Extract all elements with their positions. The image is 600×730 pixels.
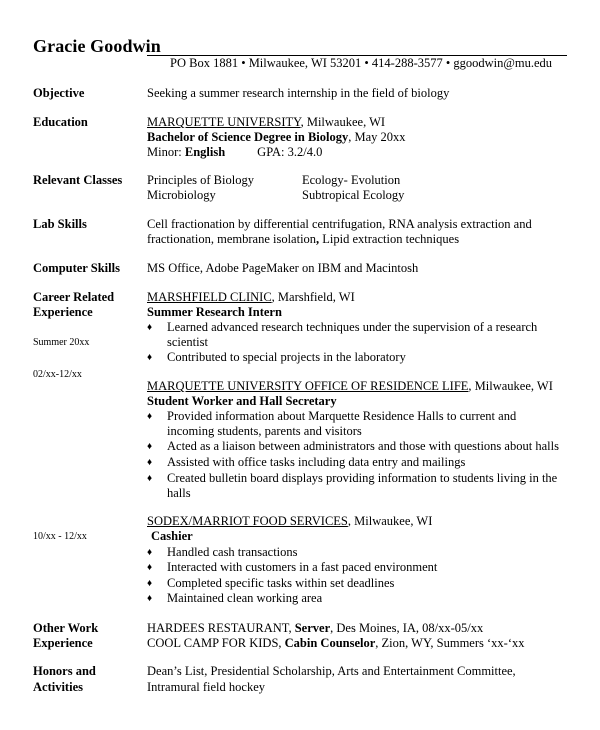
contact-line: PO Box 1881 • Milwaukee, WI 53201 • 414-288-3577 • ggoodwin@mu.edu <box>170 56 553 70</box>
education-minor-line <box>147 145 322 160</box>
job1-title: Summer Research Intern <box>147 305 282 319</box>
lab-line-1: Cell fractionation by differential centrifugation, RNA analysis extraction and <box>147 217 532 231</box>
bullet-text: Interacted with customers in a fast paced environment <box>167 560 438 574</box>
education-label: Education <box>33 115 88 129</box>
school-name: MARQUETTE UNIVERSITY <box>147 115 301 129</box>
bullet-text: Provided information about Marquette Residence Halls to current and <box>167 409 517 423</box>
job2-employer-line <box>147 379 553 394</box>
education-degree-line <box>147 130 406 145</box>
job3-employer: SODEX/MARRIOT FOOD SERVICES <box>147 514 348 528</box>
lab-text: fractionation, membrane isolation <box>147 232 317 246</box>
bullet-icon: ♦ <box>147 473 153 484</box>
bullet-icon: ♦ <box>147 578 153 589</box>
job3-employer-line <box>147 514 432 529</box>
bullet-text: Contributed to special projects in the laboratory <box>167 350 406 364</box>
bullet-text: Created bulletin board displays providing information to students living in the <box>167 471 558 485</box>
computer-label: Computer Skills <box>33 261 120 275</box>
bullet-icon: ♦ <box>147 457 153 468</box>
bullet-icon: ♦ <box>147 411 153 422</box>
bullet-text: Completed specific tasks within set deadlines <box>167 576 395 590</box>
other-job-1 <box>147 621 483 636</box>
bullet-text: halls <box>167 486 191 500</box>
other-details: , Zion, WY, Summers ‘xx-‘xx <box>375 636 525 650</box>
lab-comma: , <box>316 232 320 246</box>
other-job-2 <box>147 636 524 651</box>
other-label-1: Other Work <box>33 621 99 635</box>
honors-label-1: Honors and <box>33 664 96 678</box>
other-details: , Des Moines, IA, 08/xx-05/xx <box>330 621 484 635</box>
bullet-icon: ♦ <box>147 593 153 604</box>
class-item: Subtropical Ecology <box>302 188 405 202</box>
job2-employer: MARQUETTE UNIVERSITY OFFICE OF RESIDENCE LIFE <box>147 379 469 393</box>
job3-title: Cashier <box>151 529 193 543</box>
minor-value: English <box>184 145 226 159</box>
bullet-text: Maintained clean working area <box>167 591 323 605</box>
job3-date: 10/xx - 12/xx <box>33 531 87 542</box>
job3-location: , Milwaukee, WI <box>347 514 433 528</box>
computer-text: MS Office, Adobe PageMaker on IBM and Macintosh <box>147 261 419 275</box>
job1-date: Summer 20xx <box>33 337 90 348</box>
bullet-icon: ♦ <box>147 322 153 333</box>
bullet-icon: ♦ <box>147 441 153 452</box>
bullet-icon: ♦ <box>147 352 153 363</box>
bullet-text: Handled cash transactions <box>167 545 298 559</box>
honors-line-2: Intramural field hockey <box>147 680 266 694</box>
class-item: Ecology- Evolution <box>302 173 401 187</box>
job2-title: Student Worker and Hall Secretary <box>147 394 337 408</box>
other-label-2: Experience <box>33 636 93 650</box>
job2-date: 02/xx-12/xx <box>33 369 82 380</box>
degree-date: , May 20xx <box>348 130 406 144</box>
job2-location: , Milwaukee, WI <box>468 379 553 393</box>
gpa: GPA: 3.2/4.0 <box>257 145 323 159</box>
objective-text: Seeking a summer research internship in the field of biology <box>147 86 450 100</box>
other-employer: COOL CAMP FOR KIDS, <box>147 636 285 650</box>
school-location: , Milwaukee, WI <box>300 115 386 129</box>
minor-label: Minor: <box>147 145 185 159</box>
lab-text: Lipid extraction techniques <box>319 232 460 246</box>
other-employer: HARDEES RESTAURANT, <box>147 621 295 635</box>
other-title: Server <box>294 621 331 635</box>
career-label-2: Experience <box>33 305 93 319</box>
lab-label: Lab Skills <box>33 217 87 231</box>
career-label-1: Career Related <box>33 290 115 304</box>
bullet-text: scientist <box>167 335 208 349</box>
class-item: Principles of Biology <box>147 173 254 187</box>
classes-label: Relevant Classes <box>33 173 123 187</box>
bullet-icon: ♦ <box>147 547 153 558</box>
bullet-icon: ♦ <box>147 562 153 573</box>
honors-line-1: Dean’s List, Presidential Scholarship, Arts and Entertainment Committee, <box>147 664 516 678</box>
job1-location: , Marshfield, WI <box>271 290 355 304</box>
class-item: Microbiology <box>147 188 216 202</box>
degree-name: Bachelor of Science Degree in Biology <box>147 130 349 144</box>
job1-employer-line <box>147 290 355 305</box>
objective-label: Objective <box>33 86 85 100</box>
bullet-text: Acted as a liaison between administrators and those with questions about halls <box>167 439 559 453</box>
job1-employer: MARSHFIELD CLINIC <box>147 290 272 304</box>
bullet-text: Learned advanced research techniques under the supervision of a research <box>167 320 538 334</box>
resume-name: Gracie Goodwin <box>33 36 161 56</box>
bullet-text: Assisted with office tasks including data entry and mailings <box>167 455 466 469</box>
lab-line-2 <box>147 232 459 247</box>
bullet-text: incoming students, parents and visitors <box>167 424 362 438</box>
honors-label-2: Activities <box>33 680 83 694</box>
other-title: Cabin Counselor <box>284 636 376 650</box>
education-school-line <box>147 115 385 130</box>
